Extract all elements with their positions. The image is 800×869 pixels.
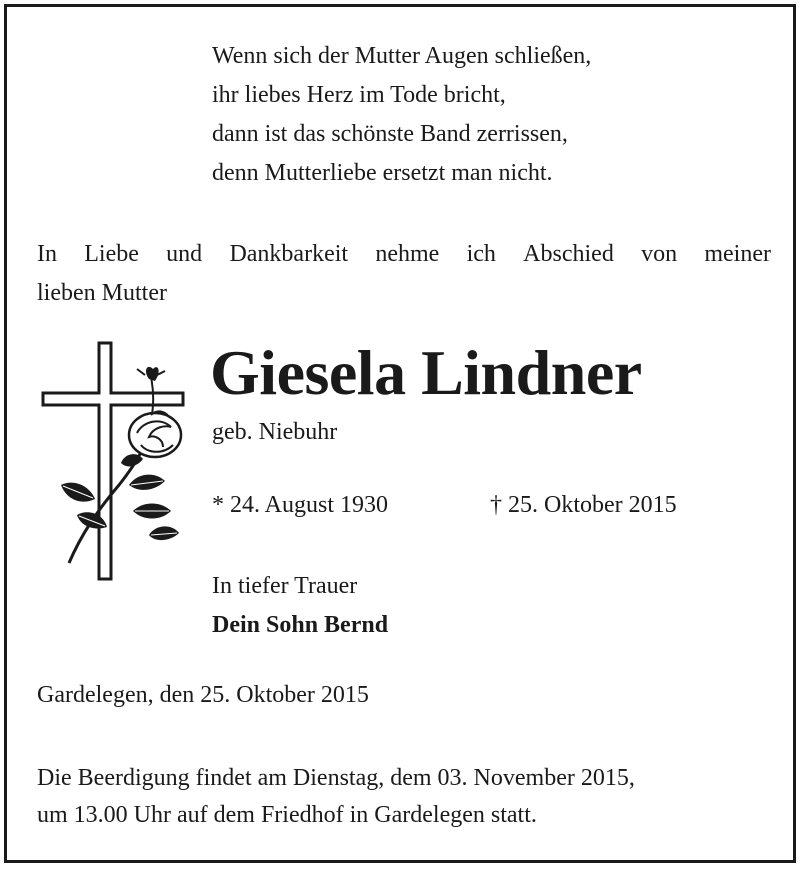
obituary-notice: [4, 4, 796, 863]
mourning-block: [212, 567, 388, 645]
intro-word: meiner: [704, 241, 771, 267]
intro-line-2: lieben Mutter: [37, 280, 167, 306]
intro-word: und: [166, 241, 203, 267]
funeral-line-1: Die Beerdigung findet am Dienstag, dem 03. November 2015,: [37, 765, 635, 791]
poem-line-1: Wenn sich der Mutter Augen schließen,: [212, 43, 592, 69]
intro-word: Liebe: [84, 241, 139, 267]
rose-icon: [129, 367, 181, 457]
deceased-name: Giesela Lindner: [210, 337, 642, 408]
intro-word: Dankbarkeit: [229, 241, 349, 267]
death-date: † 25. Oktober 2015: [490, 492, 677, 518]
intro-word: Abschied: [523, 241, 614, 267]
intro-word: von: [641, 241, 678, 267]
cross-icon: [43, 343, 183, 579]
poem-line-2: ihr liebes Herz im Tode bricht,: [212, 82, 506, 108]
poem-line-3: dann ist das schönste Band zerrissen,: [212, 121, 568, 147]
intro-line-1: [37, 235, 771, 274]
birth-date: * 24. August 1930: [212, 492, 389, 518]
maiden-name: geb. Niebuhr: [212, 419, 338, 445]
funeral-info: [37, 760, 635, 834]
funeral-line-2: um 13.00 Uhr auf dem Friedhof in Gardelegen statt.: [37, 802, 537, 828]
intro-word: ich: [466, 241, 496, 267]
signer: Dein Sohn Bernd: [212, 612, 389, 638]
intro-word: In: [37, 241, 57, 267]
mourning-phrase: In tiefer Trauer: [212, 573, 358, 599]
cross-with-rose-icon: [37, 335, 197, 585]
leaves: [61, 454, 179, 540]
place-and-date: Gardelegen, den 25. Oktober 2015: [37, 682, 369, 708]
poem: [212, 37, 591, 193]
intro-text: [37, 235, 771, 313]
poem-line-4: denn Mutterliebe ersetzt man nicht.: [212, 160, 553, 186]
intro-word: nehme: [375, 241, 440, 267]
